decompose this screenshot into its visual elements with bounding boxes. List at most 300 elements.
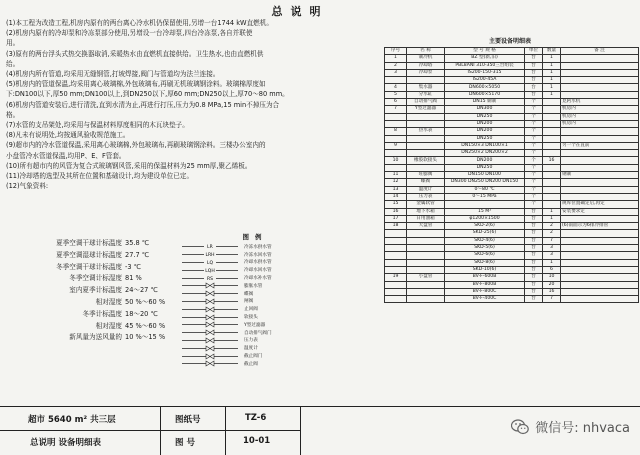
table-cell: [561, 193, 639, 200]
table-cell: 6: [543, 266, 561, 273]
weather-row: [30, 297, 180, 309]
table-cell: 台: [525, 223, 543, 230]
table-cell: 台: [525, 208, 543, 215]
table-cell: 钢制: [561, 172, 639, 179]
table-cell: SKD-25(6): [445, 230, 525, 237]
legend: [180, 232, 330, 368]
legend-symbol-icon: [180, 267, 240, 274]
table-row: [385, 164, 639, 171]
table-cell: [561, 274, 639, 281]
table-cell: IS200-45A: [445, 77, 525, 84]
table-row: [385, 237, 639, 244]
table-cell: [543, 172, 561, 179]
table-cell: 6: [385, 99, 407, 106]
table-cell: [561, 252, 639, 259]
legend-item: [180, 337, 330, 345]
legend-symbol-icon: [180, 259, 240, 266]
table-cell: 规库位置确定后,再定: [561, 201, 639, 208]
table-row: [385, 223, 639, 230]
table-cell: 机房内: [561, 106, 639, 113]
table-cell: 0～80 ℃: [445, 186, 525, 193]
table-cell: BV-F-800C: [445, 288, 525, 295]
table-row: [385, 172, 639, 179]
equipment-table-title: 主要设备明细表: [488, 38, 531, 45]
table-row: [385, 266, 639, 273]
sheet-number-label: 图 号: [175, 438, 195, 448]
table-cell: DN250: [445, 113, 525, 120]
table-row: [385, 245, 639, 252]
weather-row: [30, 332, 180, 344]
table-row: [385, 55, 639, 62]
note-line: 给。: [6, 59, 20, 68]
legend-item: [180, 282, 330, 290]
legend-text: 冷冻水供水管: [244, 244, 272, 250]
note-line: (1)本工程为改造工程,机房内原有的两台离心冷水机仍保留使用,另增一台1744 kW直燃机。: [6, 19, 273, 27]
table-cell: 17: [385, 215, 407, 222]
table-row: [385, 157, 639, 164]
table-cell: 个: [525, 106, 543, 113]
table-row: [385, 128, 639, 135]
table-cell: 台: [525, 84, 543, 91]
table-row: [385, 120, 639, 127]
table-cell: [543, 150, 561, 157]
table-cell: 小盘管: [407, 274, 445, 281]
table-cell: 14: [385, 193, 407, 200]
legend-text: 冷却水供水管: [244, 260, 272, 266]
note-line: (9)超市内的冷水管道保温,采用离心玻璃棉,外包玻璃布,再刷玻璃钢涂料。三楼办公室内的: [6, 141, 266, 150]
drawing-content: 总说明 设备明细表: [30, 438, 101, 448]
table-cell: 1: [543, 77, 561, 84]
table-cell: 16: [385, 208, 407, 215]
table-cell: DN150 DN100: [445, 172, 525, 179]
legend-text: Y型过滤器: [244, 322, 266, 328]
note-line: 格。: [6, 110, 20, 119]
weather-label: 夏季空调干球计标温度: [56, 239, 122, 247]
table-cell: 个: [525, 164, 543, 171]
table-cell: DN200: [445, 120, 525, 127]
table-cell: [385, 164, 407, 171]
table-cell: 18: [385, 223, 407, 230]
table-cell: 个: [525, 193, 543, 200]
table-cell: BV-F-600B: [445, 274, 525, 281]
weather-value: 27.7 ℃: [125, 250, 150, 259]
weather-row: [30, 273, 180, 285]
table-cell: 台: [525, 288, 543, 295]
weather-row: [30, 321, 180, 333]
table-cell: DN250×2 DN200×2: [445, 150, 525, 157]
legend-text: 蝶阀: [244, 291, 254, 297]
weather-value: 24～27 ℃: [125, 286, 158, 295]
table-cell: 个: [525, 186, 543, 193]
table-cell: SKD-8(6): [445, 259, 525, 266]
legend-text: 截止阀门: [244, 354, 263, 360]
table-cell: 台: [525, 55, 543, 62]
legend-symbol-icon: [180, 243, 240, 250]
table-cell: [561, 135, 639, 142]
table-cell: 台: [525, 296, 543, 303]
table-cell: 台: [525, 69, 543, 76]
table-cell: 机房内: [561, 113, 639, 120]
legend-code: RS: [207, 276, 213, 282]
table-cell: BZ 型(新,旧): [445, 55, 525, 62]
table-cell: [407, 252, 445, 259]
note-line: (4)机房内所有管道,均采用无缝钢管,打坡焊接,阀门与管道均为法兰连接。: [6, 70, 220, 79]
weather-row: [30, 309, 180, 321]
legend-symbol-icon: [180, 306, 240, 313]
table-cell: [385, 113, 407, 120]
legend-symbol-icon: [180, 321, 240, 328]
legend-code: LR: [207, 245, 213, 251]
table-cell: [561, 150, 639, 157]
table-cell: PBL8ANI 310-350三台组装: [445, 62, 525, 69]
table-cell: [407, 150, 445, 157]
table-cell: Y型过滤器: [407, 106, 445, 113]
legend-item: [180, 329, 330, 337]
table-cell: 19: [385, 274, 407, 281]
table-cell: [385, 288, 407, 295]
drawing-number: TZ-6: [245, 413, 267, 423]
table-cell: [407, 120, 445, 127]
table-cell: [407, 281, 445, 288]
table-cell: 7: [385, 106, 407, 113]
table-cell: DN300 DN250 DN200 DN150: [445, 179, 525, 186]
legend-text: 膨胀水管: [244, 283, 263, 289]
table-cell: [385, 296, 407, 303]
legend-symbol-icon: [180, 353, 240, 360]
legend-item: [180, 305, 330, 313]
table-cell: [561, 230, 639, 237]
legend-item: [180, 266, 330, 274]
table-cell: DN200: [445, 128, 525, 135]
table-cell: 台: [525, 237, 543, 244]
table-cell: DN600×5170: [445, 91, 525, 98]
table-header-cell: 序号: [385, 48, 407, 55]
wechat-icon: [511, 419, 529, 435]
table-cell: [561, 84, 639, 91]
table-cell: 4: [385, 84, 407, 91]
table-cell: [543, 135, 561, 142]
weather-label: 夏季空调湿球计标温度: [56, 250, 122, 259]
table-cell: 1: [543, 208, 561, 215]
legend-code: LQ: [206, 260, 214, 266]
table-cell: 台: [525, 252, 543, 259]
table-cell: [445, 201, 525, 208]
table-cell: DN300: [445, 106, 525, 113]
legend-item: [180, 274, 330, 282]
table-cell: [561, 245, 639, 252]
weather-row: [30, 238, 180, 250]
legend-symbol-icon: [180, 329, 240, 336]
table-cell: [385, 266, 407, 273]
legend-code: LRH: [205, 253, 215, 259]
table-cell: 个: [525, 113, 543, 120]
table-cell: 1: [385, 55, 407, 62]
note-line: (3)原有的两台浮头式热交换器取消,采暖热水由直燃机直接供给。卫生热水,也由直燃机供: [6, 49, 264, 58]
weather-label: 相对湿度: [95, 297, 122, 306]
weather-label: 冬季计标温度: [82, 309, 122, 318]
legend-item: [180, 251, 330, 259]
table-cell: [407, 237, 445, 244]
legend-item: [180, 313, 330, 321]
table-cell: [561, 237, 639, 244]
table-cell: 3: [543, 252, 561, 259]
table-cell: 1: [543, 259, 561, 266]
legend-item: [180, 344, 330, 352]
table-row: [385, 179, 639, 186]
table-cell: 1: [543, 215, 561, 222]
table-cell: [561, 296, 639, 303]
legend-text: 止回阀: [244, 307, 258, 313]
table-cell: 台: [525, 274, 543, 281]
weather-value: 18～20 ℃: [125, 309, 158, 318]
legend-text: 自动排气阀门: [244, 330, 272, 336]
legend-item: [180, 298, 330, 306]
table-cell: 集水器: [407, 84, 445, 91]
note-line: (11)冷却塔的选型及其所在位置和基础设计,均为建设单位已定。: [6, 172, 194, 181]
note-line: (12)气象资料:: [6, 182, 49, 191]
table-cell: [385, 281, 407, 288]
table-cell: [543, 201, 561, 208]
table-cell: 7: [543, 237, 561, 244]
weather-value: 50 %～60 %: [125, 297, 166, 306]
table-row: [385, 201, 639, 208]
table-row: [385, 135, 639, 142]
table-cell: 橡胶软接头: [407, 157, 445, 164]
table-row: [385, 259, 639, 266]
table-cell: [385, 252, 407, 259]
table-cell: [543, 99, 561, 106]
note-line: (2)机房内原有的冷却泵和冷冻泵部分使用,另增设一台冷却泵,四台冷冻泵,各自并联使: [6, 29, 253, 38]
table-cell: [407, 288, 445, 295]
table-cell: [561, 215, 639, 222]
table-cell: [407, 77, 445, 84]
note-line: 下:DN100以下,厚50 mm;DN100以上,到DN250以下,厚60 mm;DN250以上,厚70～80 mm。: [6, 90, 289, 99]
table-cell: [561, 186, 639, 193]
table-cell: SKD-6(6): [445, 252, 525, 259]
equipment-table: [384, 47, 639, 303]
table-cell: [385, 230, 407, 237]
table-row: [385, 281, 639, 288]
table-cell: 温度计: [407, 186, 445, 193]
weather-label: 室内夏季计标温度: [69, 286, 122, 295]
table-cell: 台: [525, 215, 543, 222]
table-cell: 10: [543, 274, 561, 281]
legend-symbol-icon: [180, 345, 240, 352]
table-cell: IS200-150-315: [445, 69, 525, 76]
table-cell: SKD-4(6): [445, 237, 525, 244]
table-cell: [561, 259, 639, 266]
weather-value: 35.8 ℃: [125, 239, 150, 247]
legend-symbol-icon: [180, 314, 240, 321]
weather-value: 81 %: [125, 274, 142, 283]
table-cell: 3: [543, 245, 561, 252]
weather-row: [30, 285, 180, 297]
legend-text: 截止阀: [244, 361, 258, 367]
project-name: 超市 5640 m² 共三层: [28, 415, 116, 425]
table-cell: [543, 128, 561, 135]
weather-value: -3 ℃: [125, 262, 142, 271]
legend-symbol-icon: [180, 251, 240, 258]
weather-row: [30, 262, 180, 274]
note-line: (5)机房内的管道保温,均采用离心玻璃棉,外包玻璃布,再刷无机玻璃钢涂料。玻璃棉厚度如: [6, 80, 266, 89]
table-cell: 9: [385, 142, 407, 149]
table-cell: SKD-2(6): [445, 223, 525, 230]
table-cell: 分水缸: [407, 91, 445, 98]
table-cell: [385, 259, 407, 266]
table-cell: 0～15 MPa: [445, 193, 525, 200]
table-cell: 2: [543, 230, 561, 237]
table-row: [385, 113, 639, 120]
table-cell: 1: [543, 69, 561, 76]
table-cell: [407, 113, 445, 120]
table-cell: 16: [543, 157, 561, 164]
legend-item: [180, 259, 330, 267]
table-cell: 冷却塔: [407, 62, 445, 69]
table-cell: 台: [525, 266, 543, 273]
table-cell: [561, 77, 639, 84]
weather-label: 相对湿度: [95, 321, 122, 330]
weather-list: [30, 238, 180, 344]
table-cell: BV-F-800B: [445, 281, 525, 288]
table-cell: 大盘管: [407, 223, 445, 230]
drawing-number-label: 图纸号: [175, 415, 201, 425]
table-cell: 地下水箱: [407, 208, 445, 215]
table-cell: [561, 62, 639, 69]
note-line: 小盘管冷水管道保温,均用P、E、F管套。: [6, 151, 126, 160]
table-row: [385, 69, 639, 76]
table-cell: [407, 135, 445, 142]
table-cell: [385, 77, 407, 84]
legend-item: [180, 360, 330, 368]
table-row: [385, 150, 639, 157]
table-cell: [561, 179, 639, 186]
table-cell: 11: [385, 172, 407, 179]
legend-text: 冷却水回水管: [244, 268, 272, 274]
table-row: [385, 208, 639, 215]
table-cell: 台: [525, 77, 543, 84]
legend-item: [180, 352, 330, 360]
table-cell: 冷却泵: [407, 69, 445, 76]
table-cell: 15 M³: [445, 208, 525, 215]
table-cell: 2: [543, 223, 561, 230]
table-row: [385, 99, 639, 106]
legend-item: [180, 321, 330, 329]
table-row: [385, 186, 639, 193]
sheet-number: 10-01: [243, 436, 271, 446]
table-cell: [543, 186, 561, 193]
weather-value: 10 %～15 %: [125, 333, 166, 342]
legend-symbol-icon: [180, 282, 240, 289]
table-cell: 另一个在直前: [561, 142, 639, 149]
table-cell: 台: [525, 259, 543, 266]
table-cell: 个: [525, 172, 543, 179]
note-line: (6)机房内管道安装后,进行清洗,直到水清为止,再进行打压,压力为0.8 MPa,15 min不掉压为合: [6, 100, 280, 109]
notes-list: [6, 18, 378, 191]
legend-title: 图例: [242, 233, 268, 241]
table-cell: [543, 179, 561, 186]
table-cell: [561, 266, 639, 273]
table-header-cell: 数量: [543, 48, 561, 55]
table-cell: 台: [525, 62, 543, 69]
table-cell: [385, 135, 407, 142]
table-cell: [561, 288, 639, 295]
legend-symbol-icon: [180, 290, 240, 297]
table-cell: [407, 266, 445, 273]
note-line: (7)水管的支吊架处,均采用与保温材料厚度相同的木瓦块垫子。: [6, 121, 189, 130]
table-cell: 見阿水机: [561, 99, 639, 106]
table-row: [385, 215, 639, 222]
weather-label: 冬季空调干球计标温度: [56, 262, 122, 271]
table-cell: [407, 259, 445, 266]
table-cell: [561, 69, 639, 76]
table-cell: [561, 281, 639, 288]
table-cell: 台: [525, 245, 543, 252]
table-cell: [561, 128, 639, 135]
legend-symbol-icon: [180, 360, 240, 367]
table-cell: 个: [525, 99, 543, 106]
table-cell: [543, 120, 561, 127]
table-cell: 台: [525, 281, 543, 288]
table-row: [385, 230, 639, 237]
table-cell: [407, 230, 445, 237]
table-cell: 压力表: [407, 193, 445, 200]
legend-symbol-icon: [180, 298, 240, 305]
table-cell: DN600×5050: [445, 84, 525, 91]
table-header-cell: 名 称: [407, 48, 445, 55]
watermark-text: 微信号: nhvaca: [535, 421, 630, 436]
table-cell: [543, 142, 561, 149]
weather-label: 新风量为送风量的: [69, 333, 122, 342]
table-row: [385, 252, 639, 259]
watermark: [511, 417, 630, 436]
table-row: [385, 193, 639, 200]
table-cell: [407, 245, 445, 252]
table-row: [385, 62, 639, 69]
table-cell: 个: [525, 179, 543, 186]
table-cell: [407, 142, 445, 149]
table-cell: 12: [385, 179, 407, 186]
note-line: 用。: [6, 39, 20, 48]
table-cell: 个: [525, 135, 543, 142]
table-cell: [543, 113, 561, 120]
table-row: [385, 91, 639, 98]
table-cell: 1: [543, 62, 561, 69]
table-cell: 个: [525, 128, 543, 135]
legend-text: 软接头: [244, 315, 258, 321]
table-cell: 旺膨阀: [407, 172, 445, 179]
table-cell: 个: [525, 150, 543, 157]
table-cell: [385, 150, 407, 157]
table-cell: 热水表: [407, 128, 445, 135]
weather-label: 冬季空调计标湿度: [69, 274, 122, 283]
table-cell: [561, 164, 639, 171]
legend-item: [180, 290, 330, 298]
table-header-cell: 备 注: [561, 48, 639, 55]
table-cell: DN250: [445, 164, 525, 171]
table-cell: 自动排气阀: [407, 99, 445, 106]
table-cell: 15: [385, 201, 407, 208]
table-cell: BV-F-400C: [445, 296, 525, 303]
table-cell: [407, 296, 445, 303]
table-header-cell: 单位: [525, 48, 543, 55]
legend-symbol-icon: [180, 337, 240, 344]
table-cell: DN150×3 DN100×1: [445, 142, 525, 149]
table-cell: 台: [525, 91, 543, 98]
legend-item: [180, 243, 330, 251]
table-cell: DN200: [445, 157, 525, 164]
table-row: [385, 288, 639, 295]
table-cell: 7: [543, 296, 561, 303]
